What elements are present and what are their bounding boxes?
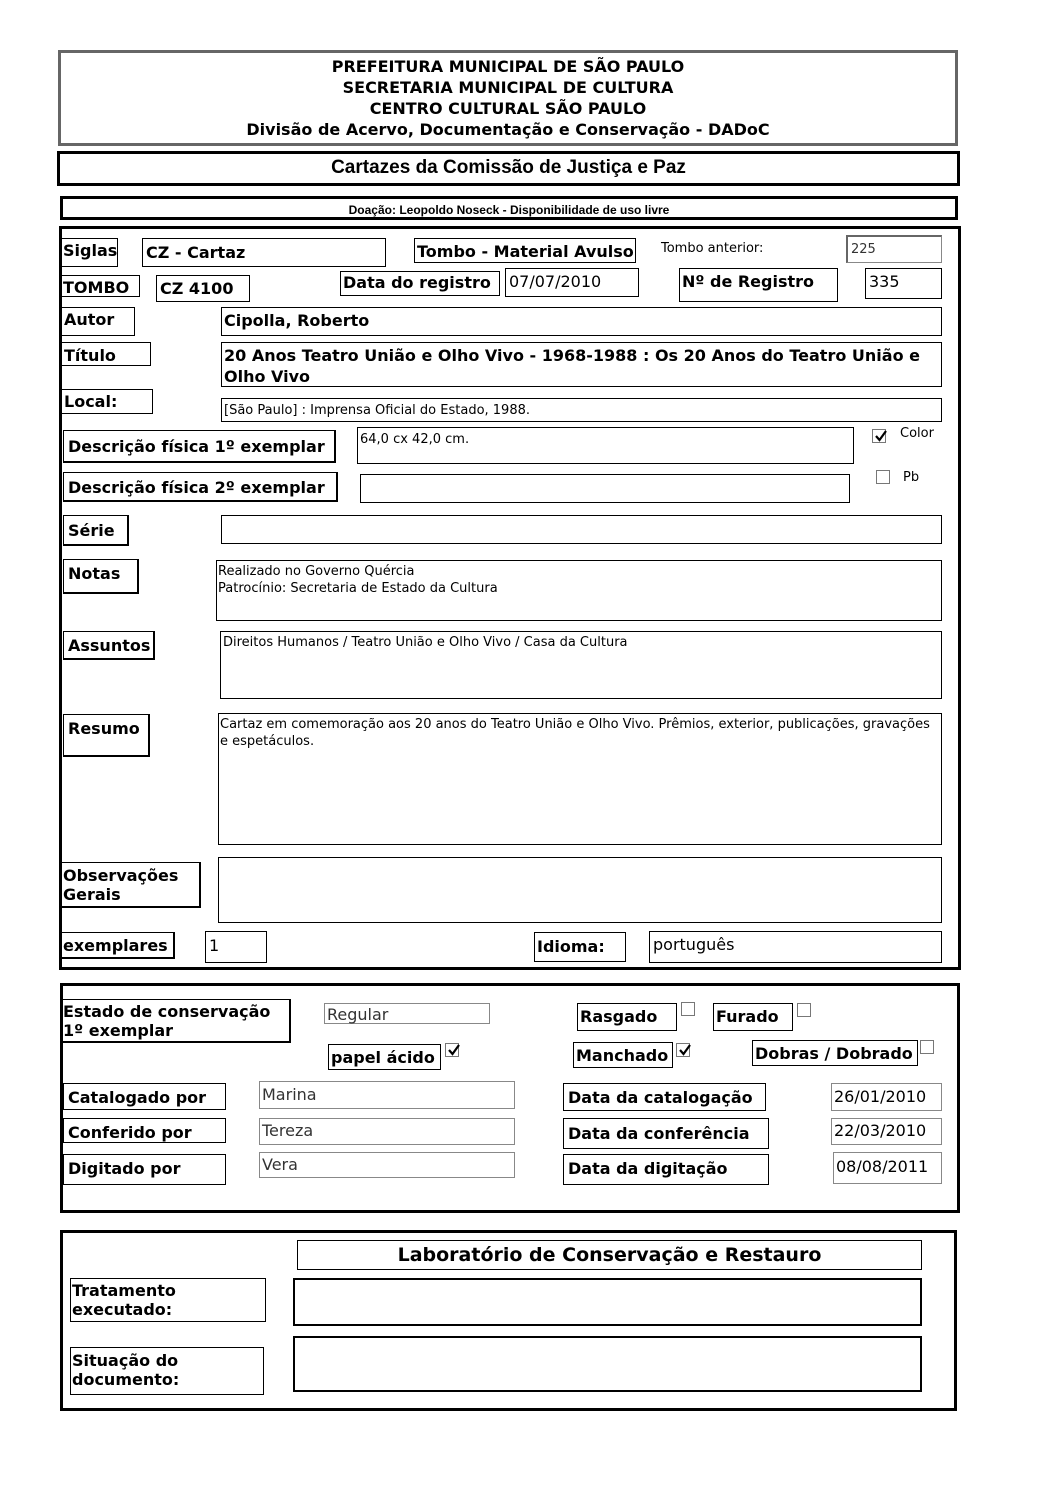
manchado-checkbox[interactable] <box>676 1043 690 1057</box>
situacao-field[interactable] <box>293 1336 922 1392</box>
notas-line-1: Realizado no Governo Quércia <box>218 564 415 579</box>
rasgado-checkbox[interactable] <box>681 1002 695 1016</box>
donation-box <box>60 196 958 220</box>
header-line-2: SECRETARIA MUNICIPAL DE CULTURA <box>342 78 674 97</box>
resumo-label: Resumo <box>63 714 150 757</box>
autor-label: Autor <box>61 307 135 336</box>
tombo-anterior-label: Tombo anterior: <box>661 241 764 256</box>
titulo-field[interactable]: 20 Anos Teatro União e Olho Vivo - 1968-1988 : Os 20 Anos do Teatro União e Olho Vivo <box>221 342 942 387</box>
assuntos-label: Assuntos <box>63 631 155 660</box>
num-registro-field[interactable]: 335 <box>865 268 942 299</box>
local-label: Local: <box>61 389 153 414</box>
checkmark-icon <box>446 1042 462 1058</box>
idioma-label: Idioma: <box>534 932 626 962</box>
situacao-label <box>70 1347 264 1395</box>
collection-title: Cartazes da Comissão de Justiça e Paz <box>331 157 686 178</box>
titulo-label: Título <box>61 342 151 366</box>
observacoes-label <box>61 862 201 908</box>
pb-checkbox[interactable] <box>876 470 890 484</box>
notas-label: Notas <box>63 559 139 594</box>
header-line-4: Divisão de Acervo, Documentação e Conservação - DADoC <box>246 120 770 139</box>
data-catalogacao-label: Data da catalogação <box>563 1083 766 1111</box>
furado-checkbox[interactable] <box>797 1003 811 1017</box>
exemplares-label: exemplares <box>61 932 175 959</box>
tombo-anterior-field[interactable]: 225 <box>846 235 942 263</box>
siglas-label: Siglas <box>61 238 118 267</box>
local-field[interactable]: [São Paulo] : Imprensa Oficial do Estado, 1988. <box>221 398 942 422</box>
tombo-material-label: Tombo - Material Avulso <box>414 238 636 263</box>
siglas-field[interactable]: CZ - Cartaz <box>142 238 386 267</box>
notas-line-2: Patrocínio: Secretaria de Estado da Cultura <box>218 581 498 596</box>
papel-acido-label: papel ácido <box>328 1044 441 1070</box>
tratamento-field[interactable] <box>293 1278 922 1326</box>
rasgado-label: Rasgado <box>577 1003 677 1031</box>
serie-label: Série <box>63 515 129 546</box>
furado-label: Furado <box>713 1003 793 1031</box>
idioma-field[interactable]: português <box>649 931 942 963</box>
situacao-label-line-1: Situação do <box>72 1351 179 1370</box>
data-registro-field[interactable]: 07/07/2010 <box>505 268 639 297</box>
checkmark-icon <box>677 1042 693 1058</box>
data-catalogacao-field[interactable]: 26/01/2010 <box>831 1083 942 1111</box>
dobras-checkbox[interactable] <box>920 1040 934 1054</box>
tombo-field[interactable]: CZ 4100 <box>156 275 250 302</box>
header-line-1: PREFEITURA MUNICIPAL DE SÃO PAULO <box>331 57 685 76</box>
autor-field[interactable]: Cipolla, Roberto <box>221 307 942 336</box>
collection-title-box <box>57 151 960 186</box>
data-digitacao-label: Data da digitação <box>563 1154 769 1185</box>
data-registro-label: Data do registro <box>340 271 500 296</box>
color-label: Color <box>900 426 934 441</box>
desc1-field[interactable]: 64,0 cx 42,0 cm. <box>357 427 854 464</box>
observacoes-label-line-2: Gerais <box>63 885 121 904</box>
conferido-field[interactable]: Tereza <box>259 1118 515 1145</box>
papel-acido-checkbox[interactable] <box>445 1043 459 1057</box>
observacoes-label-line-1: Observações <box>63 866 179 885</box>
estado-label-line-1: Estado de conservação <box>63 1002 271 1021</box>
desc2-field[interactable] <box>360 474 850 503</box>
num-registro-label: Nº de Registro <box>679 268 838 302</box>
tratamento-label <box>70 1278 266 1322</box>
manchado-label: Manchado <box>573 1042 673 1068</box>
dobras-label: Dobras / Dobrado <box>752 1040 918 1066</box>
digitado-label: Digitado por <box>63 1154 226 1185</box>
assuntos-field[interactable]: Direitos Humanos / Teatro União e Olho Vivo / Casa da Cultura <box>220 631 942 699</box>
header-line-3: CENTRO CULTURAL SÃO PAULO <box>369 99 647 118</box>
situacao-label-line-2: documento: <box>72 1370 180 1389</box>
resumo-field[interactable]: Cartaz em comemoração aos 20 anos do Teatro União e Olho Vivo. Prêmios, exterior, publicações, gravações e espetáculos. <box>218 713 942 845</box>
tratamento-label-line-1: Tratamento <box>72 1281 176 1300</box>
tratamento-label-line-2: executado: <box>72 1300 173 1319</box>
notas-field[interactable] <box>216 560 942 621</box>
catalogado-field[interactable]: Marina <box>259 1081 515 1109</box>
conferido-label: Conferido por <box>63 1118 226 1143</box>
institution-header <box>58 50 958 146</box>
estado-label <box>61 999 291 1043</box>
lab-title-box <box>297 1240 922 1270</box>
catalogado-label: Catalogado por <box>63 1083 226 1110</box>
tombo-label: TOMBO <box>61 275 140 297</box>
desc2-label: Descrição física 2º exemplar <box>63 472 338 502</box>
data-conferencia-label: Data da conferência <box>563 1118 769 1149</box>
checkmark-icon <box>873 428 889 444</box>
exemplares-field[interactable]: 1 <box>205 931 267 963</box>
serie-field[interactable] <box>221 515 942 544</box>
pb-label: Pb <box>903 470 920 485</box>
digitado-field[interactable]: Vera <box>259 1152 515 1178</box>
estado-label-line-2: 1º exemplar <box>63 1021 174 1040</box>
lab-title: Laboratório de Conservação e Restauro <box>397 1244 822 1266</box>
data-conferencia-field[interactable]: 22/03/2010 <box>831 1118 942 1145</box>
data-digitacao-field[interactable]: 08/08/2011 <box>833 1152 942 1184</box>
desc1-label: Descrição física 1º exemplar <box>63 430 336 463</box>
color-checkbox[interactable] <box>872 429 886 443</box>
donation-text: Doação: Leopoldo Noseck - Disponibilidade de uso livre <box>348 203 670 217</box>
estado-field[interactable]: Regular <box>324 1003 490 1024</box>
observacoes-field[interactable] <box>218 857 942 923</box>
